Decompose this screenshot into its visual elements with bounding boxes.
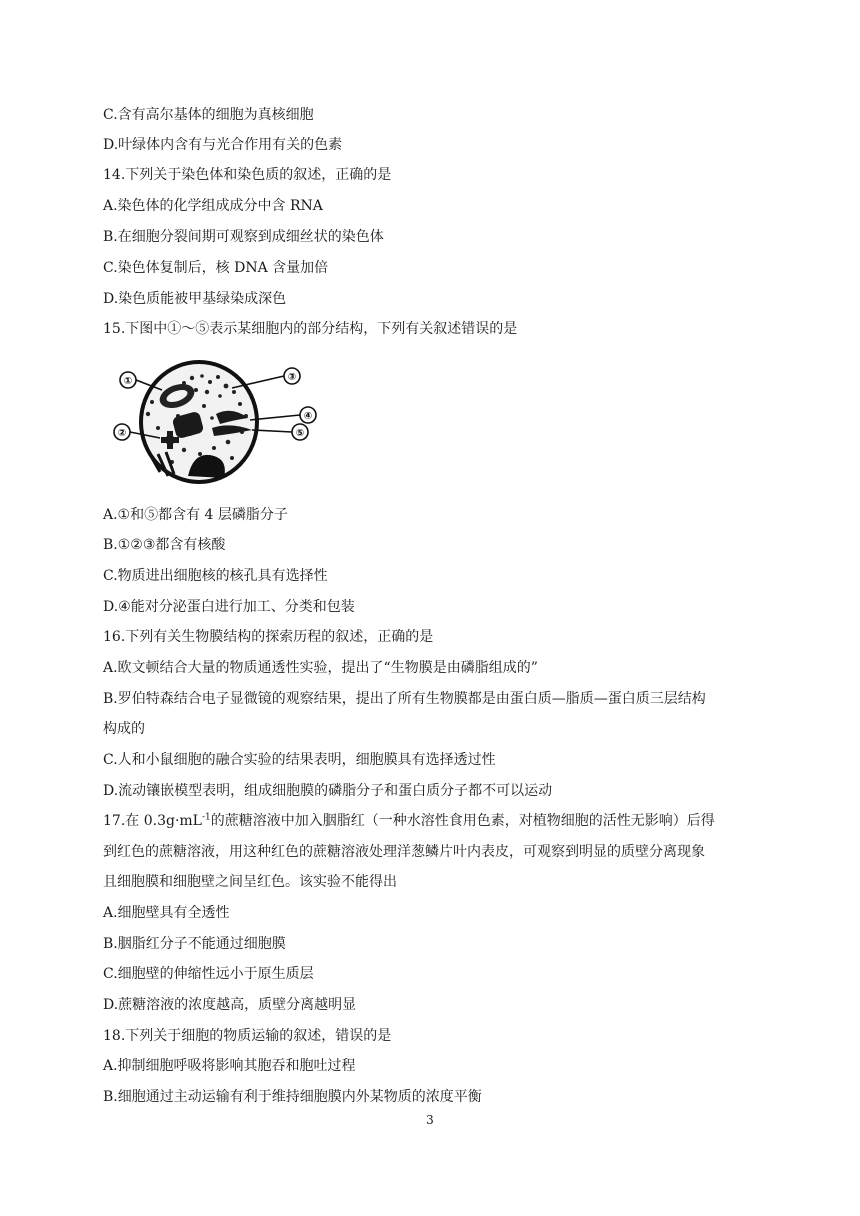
option-17c: C.细胞壁的伸缩性远小于原生质层 <box>103 966 314 982</box>
option-15d: D.④能对分泌蛋白进行加工、分类和包装 <box>103 599 355 615</box>
option-15a: A.①和⑤都含有 4 层磷脂分子 <box>103 507 288 523</box>
option-18a: A.抑制细胞呼吸将影响其胞吞和胞吐过程 <box>103 1058 356 1074</box>
figure-label-4: ④ <box>303 411 313 422</box>
option-16c: C.人和小鼠细胞的融合实验的结果表明，细胞膜具有选择透过性 <box>103 752 496 768</box>
question-17-line1 <box>103 812 715 830</box>
cell-structure-figure <box>112 358 322 490</box>
line-q13c: C.含有高尔基体的细胞为真核细胞 <box>103 107 314 123</box>
question-16: 16.下列有关生物膜结构的探索历程的叙述，正确的是 <box>103 629 434 645</box>
question-18: 18.下列关于细胞的物质运输的叙述，错误的是 <box>103 1028 392 1044</box>
option-16b-line2: 构成的 <box>103 721 145 737</box>
option-18b: B.细胞通过主动运输有利于维持细胞膜内外某物质的浓度平衡 <box>103 1089 482 1105</box>
option-15c: C.物质进出细胞核的核孔具有选择性 <box>103 568 328 584</box>
q17-text-post: 的蔗糖溶液中加入胭脂红（一种水溶性食用色素，对植物细胞的活性无影响）后得 <box>210 813 715 829</box>
question-15: 15.下图中①～⑤表示某细胞内的部分结构，下列有关叙述错误的是 <box>103 321 518 337</box>
figure-label-5: ⑤ <box>295 428 305 439</box>
option-16b-line1: B.罗伯特森结合电子显微镜的观察结果，提出了所有生物膜都是由蛋白质—脂质—蛋白质三层结构 <box>103 691 706 707</box>
question-17-line3: 且细胞膜和细胞壁之间呈红色。该实验不能得出 <box>103 874 397 890</box>
option-14b: B.在细胞分裂间期可观察到成细丝状的染色体 <box>103 229 384 245</box>
page-number: 3 <box>426 1113 434 1127</box>
q17-text-pre: 17.在 0.3g·mL <box>103 813 202 829</box>
option-16d: D.流动镶嵌模型表明，组成细胞膜的磷脂分子和蛋白质分子都不可以运动 <box>103 783 553 799</box>
figure-label-1: ① <box>123 376 133 387</box>
option-15b: B.①②③都含有核酸 <box>103 537 226 553</box>
option-17d: D.蔗糖溶液的浓度越高，质壁分离越明显 <box>103 997 357 1013</box>
q17-unit-exponent: -1 <box>201 812 211 823</box>
option-14c: C.染色体复制后，核 DNA 含量加倍 <box>103 260 329 276</box>
figure-label-3: ③ <box>287 372 297 383</box>
option-14a: A.染色体的化学组成成分中含 RNA <box>103 198 323 214</box>
option-17a: A.细胞壁具有全透性 <box>103 905 230 921</box>
line-q13d: D.叶绿体内含有与光合作用有关的色素 <box>103 137 343 153</box>
question-14: 14.下列关于染色体和染色质的叙述，正确的是 <box>103 167 392 183</box>
option-14d: D.染色质能被甲基绿染成深色 <box>103 291 287 307</box>
option-17b: B.胭脂红分子不能通过细胞膜 <box>103 936 286 952</box>
option-16a: A.欧文顿结合大量的物质通透性实验，提出了“生物膜是由磷脂组成的” <box>103 660 538 676</box>
question-17-line2: 到红色的蔗糖溶液，用这种红色的蔗糖溶液处理洋葱鳞片叶内表皮，可观察到明显的质壁分离现象 <box>103 844 705 860</box>
figure-label-2: ② <box>117 428 127 439</box>
